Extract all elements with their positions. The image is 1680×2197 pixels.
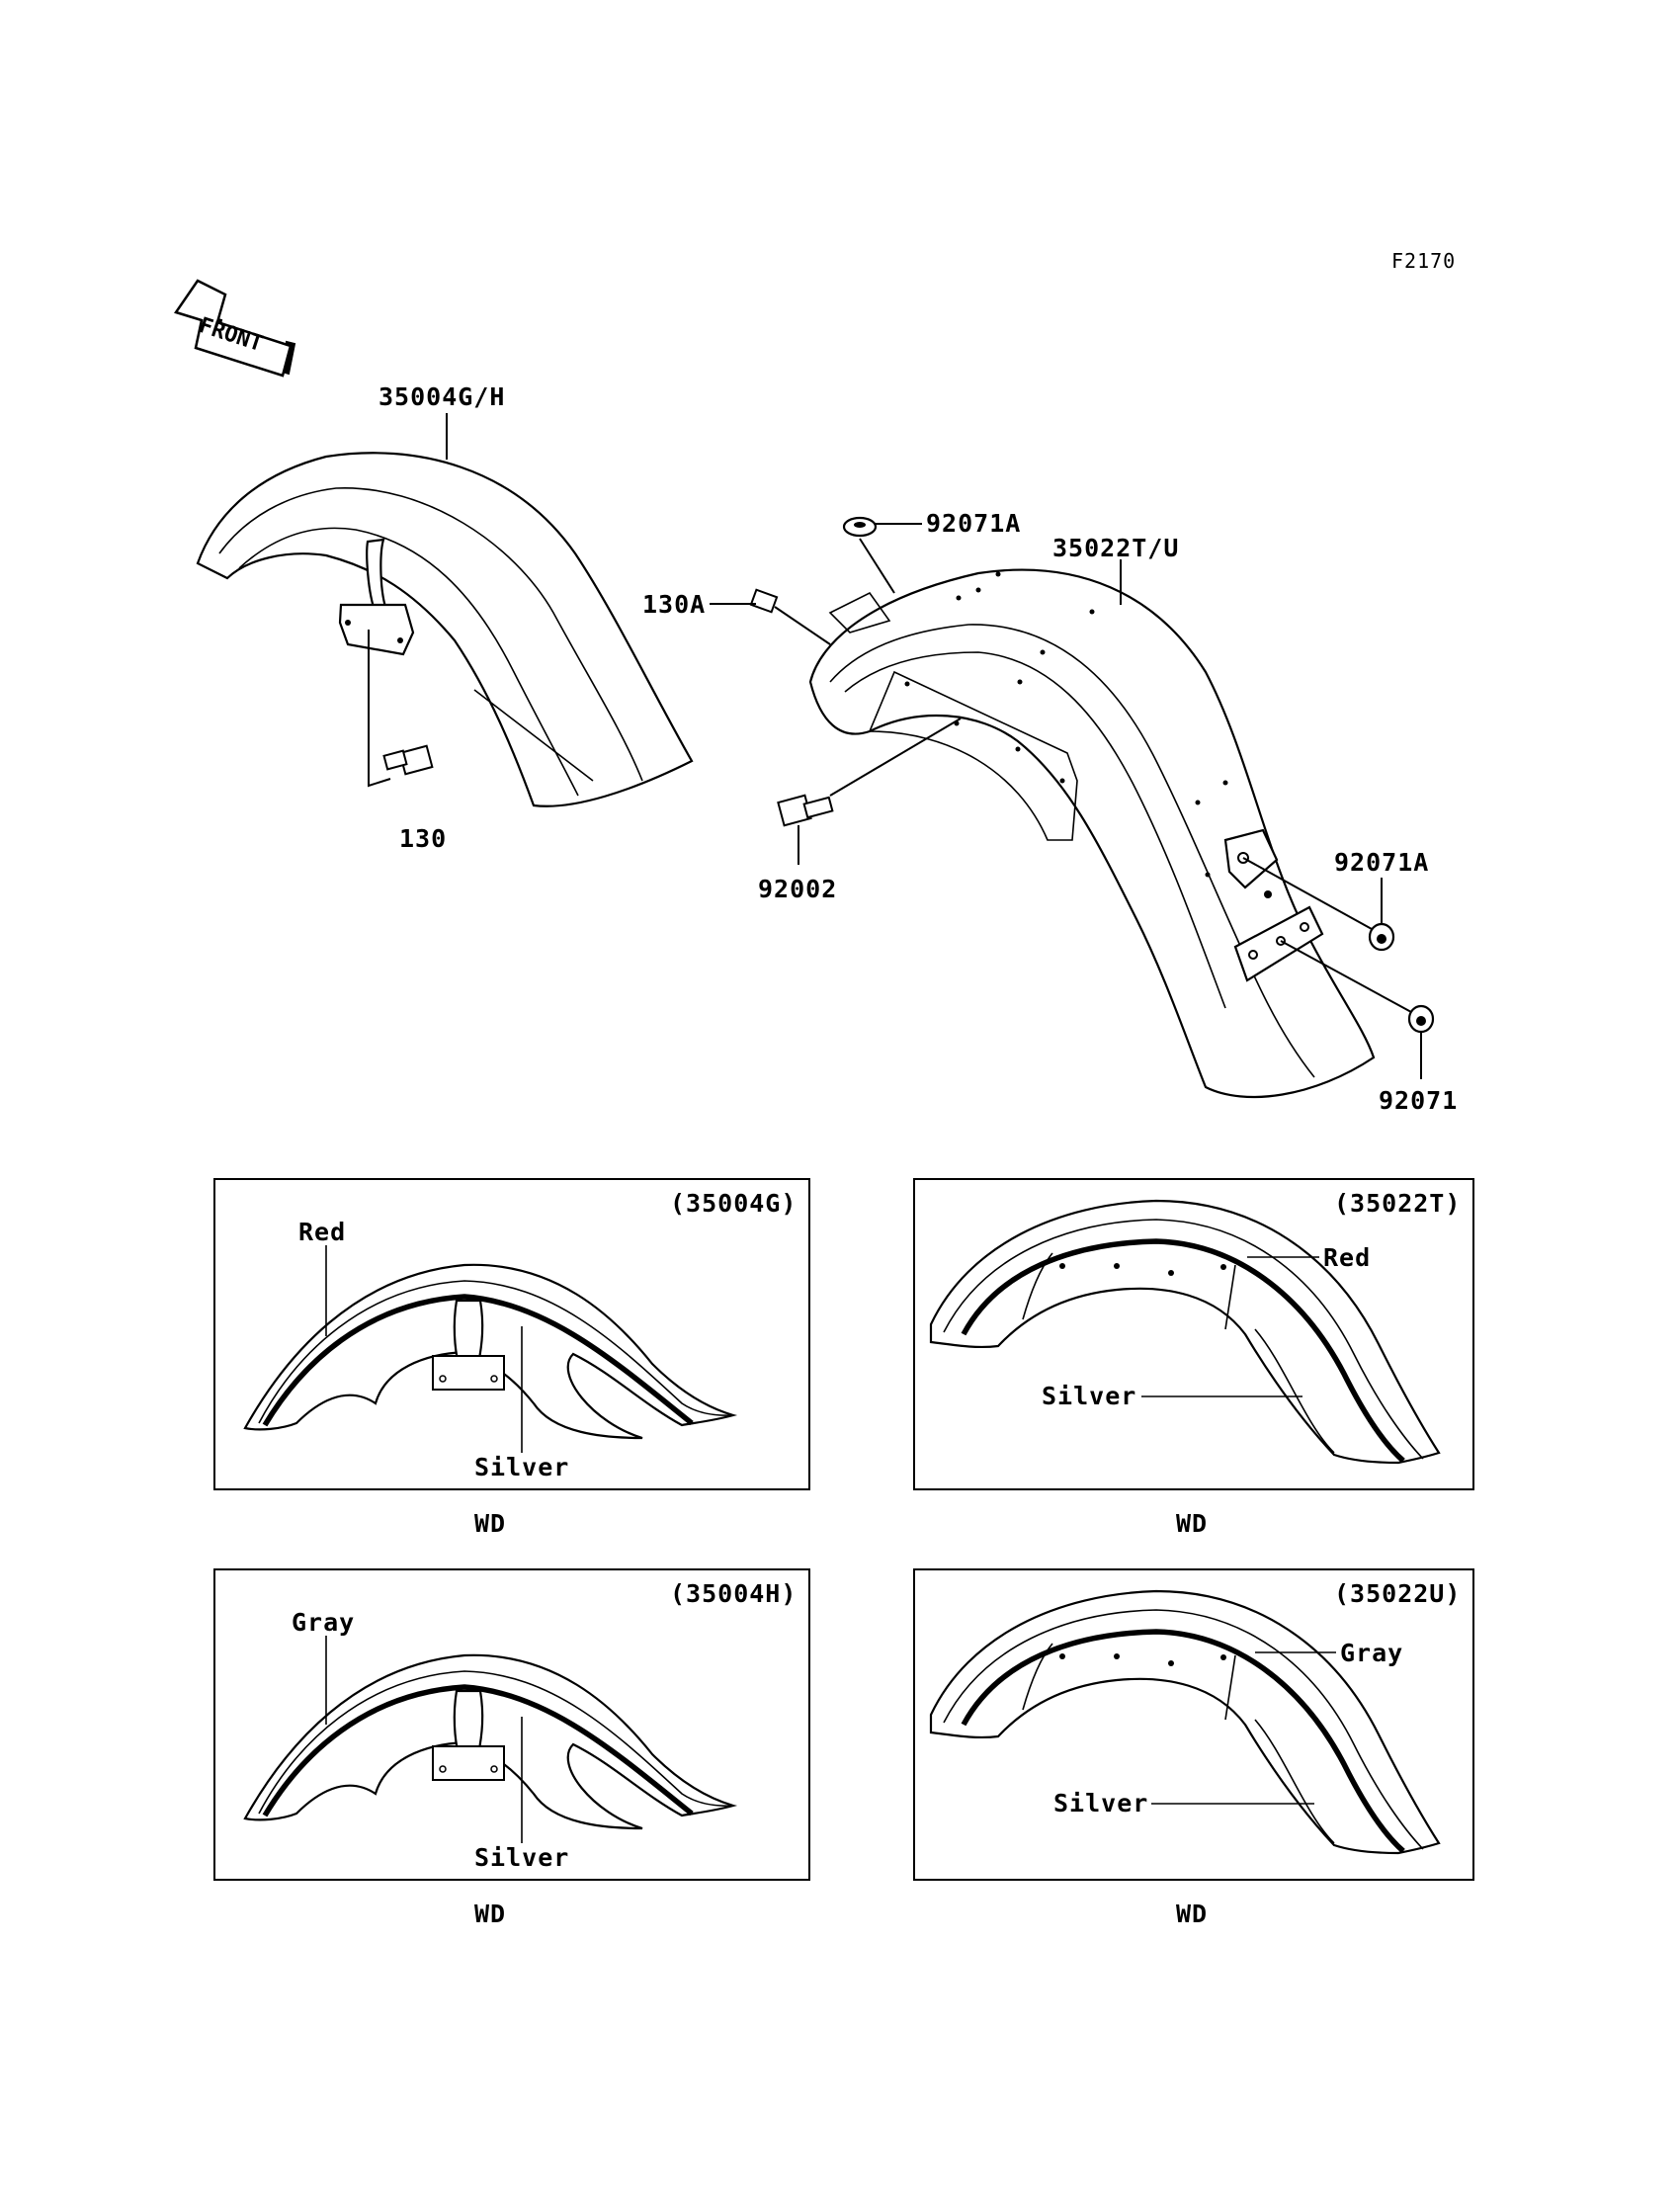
diagram-code: F2170	[1391, 249, 1457, 273]
grommet-92071-icon	[1409, 1006, 1433, 1032]
body-color-label: Silver	[474, 1453, 570, 1481]
bolt-92002-icon	[778, 796, 832, 825]
panel-35022t	[914, 1179, 1473, 1538]
panel-caption: WD	[1176, 1509, 1209, 1538]
bolt-130-icon	[384, 746, 433, 774]
body-color-label: Silver	[474, 1843, 570, 1872]
panel-caption: WD	[474, 1509, 507, 1538]
callout-grommet-top: 92071A	[926, 509, 1022, 538]
panel-part-number: (35004H)	[670, 1579, 798, 1608]
panel-35022u	[914, 1569, 1473, 1928]
panel-caption: WD	[1176, 1900, 1209, 1928]
callout-bolt-front: 130	[399, 824, 448, 853]
rear-fender	[810, 570, 1374, 1097]
body-color-label: Silver	[1042, 1382, 1137, 1410]
callout-rear-fender: 35022T/U	[1052, 534, 1180, 562]
stripe-color-label: Red	[298, 1218, 347, 1246]
callout-front-fender: 35004G/H	[378, 382, 506, 411]
callout-bolt-lower: 92002	[758, 875, 838, 903]
panel-part-number: (35004G)	[670, 1189, 798, 1218]
callout-bolt-rear-top: 130A	[642, 590, 707, 619]
body-color-label: Silver	[1053, 1789, 1149, 1817]
front-fender	[198, 453, 692, 805]
grommet-92071a-side-icon	[1370, 924, 1393, 950]
front-direction-arrow-icon	[176, 281, 294, 376]
callout-grommet-side: 92071A	[1334, 848, 1430, 877]
panel-35004g	[214, 1179, 809, 1538]
panel-caption: WD	[474, 1900, 507, 1928]
panel-35004h	[214, 1569, 809, 1928]
grommet-92071a-top-icon	[844, 518, 876, 536]
front-arrow-label: FRONT	[196, 312, 266, 358]
panel-part-number: (35022U)	[1334, 1579, 1462, 1608]
bolt-130a-icon	[751, 590, 830, 644]
stripe-color-label: Gray	[292, 1608, 356, 1637]
stripe-color-label: Gray	[1340, 1639, 1404, 1667]
callout-grommet-lower: 92071	[1379, 1086, 1459, 1115]
stripe-color-label: Red	[1323, 1243, 1372, 1272]
panel-part-number: (35022T)	[1334, 1189, 1462, 1218]
